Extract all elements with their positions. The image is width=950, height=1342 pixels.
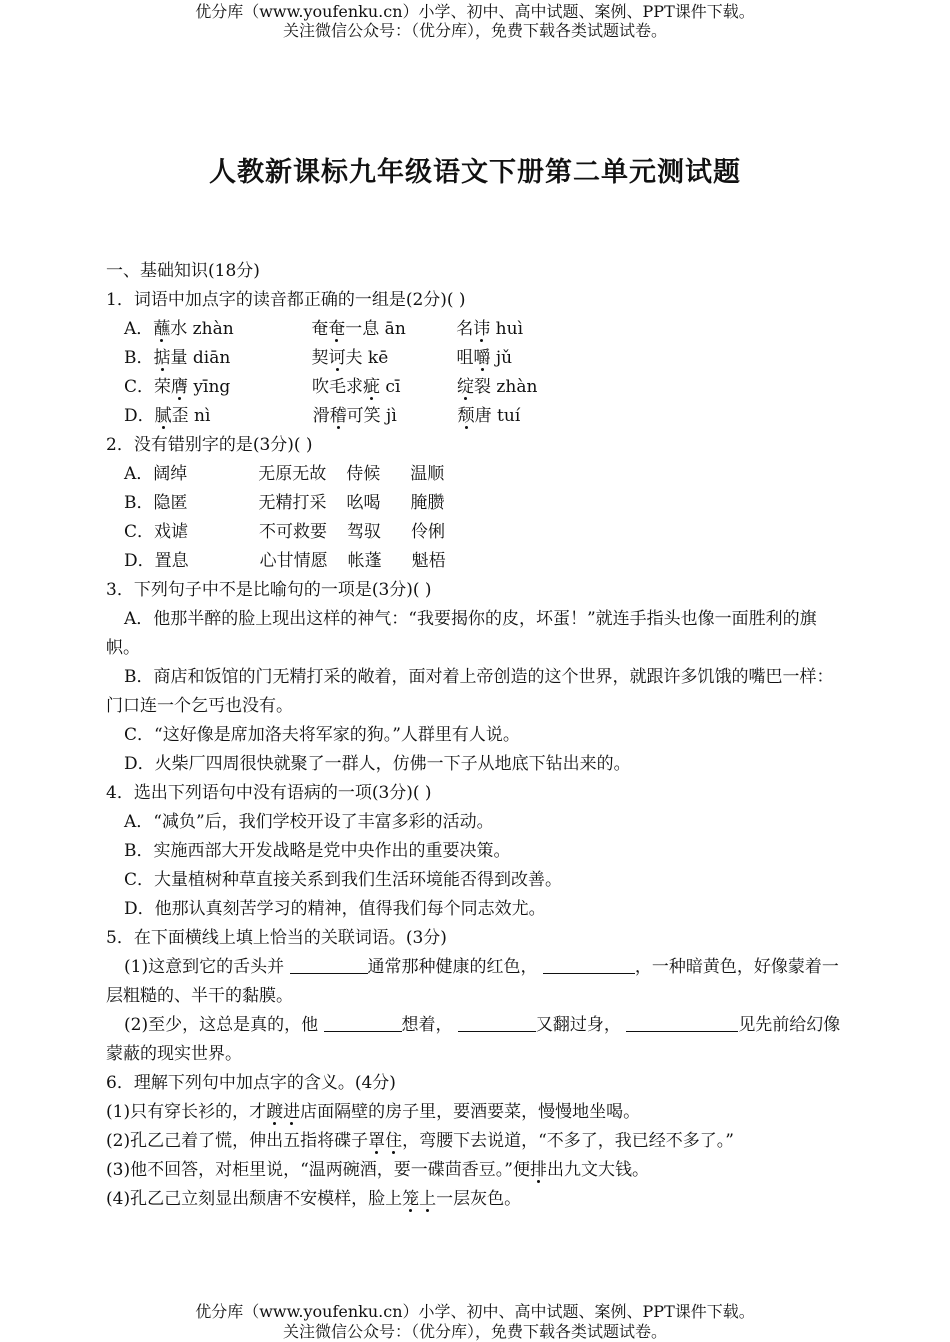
option-word: 戏谑 [154,522,189,542]
question-6-sentence [106,1098,846,1127]
word-part: 唐 tuí [474,406,521,426]
option-word: 无原无故 [258,464,327,484]
text: (3)他不回答，对柜里说，“温两碗酒，要一碟茴香豆。”便 [106,1160,530,1180]
word-part: 咀 [456,348,474,368]
question-2-option-row [106,489,846,518]
dotted-char: 膺 [171,377,189,397]
word-part: 吹毛求 [312,377,364,397]
dotted-char: 嚼 [473,348,491,368]
option-word: 帐蓬 [347,551,382,571]
word-part: 歪 nì [171,406,211,426]
dotted-char: 讳 [473,319,491,339]
option-word: 温顺 [410,464,445,484]
question-3-option-b: B．商店和饭馆的门无精打采的敞着，面对着上帝创造的这个世界，就跟许多饥饿的嘴巴一样：门口连一个乞丐也没有。 [106,667,834,716]
option-word [312,344,457,373]
section-heading: 一、基础知识(18分) [106,261,260,281]
option-word [457,373,587,402]
text: ，一种暗黄色，好像蒙着一层粗糙的、半干的黏膜。 [106,957,839,1006]
word-part: 可笑 jì [346,406,397,426]
option-word [153,315,311,344]
option-letter: B． [124,348,154,368]
question-5-sentence-2 [106,1011,846,1069]
option-letter: B． [124,493,154,513]
question-2-option-row [106,547,846,576]
text: (4)孔乙己立刻显出颓唐不安模样，脸上 [106,1189,403,1209]
text: (2)孔乙己着了慌，伸出五指将碟子 [106,1131,369,1151]
option-word: 侍候 [346,464,381,484]
option-word: 心甘情愿 [259,551,328,571]
option-word: 驾驭 [347,522,382,542]
word-part: 量 diān [170,348,231,368]
question-2-option-row [106,518,846,547]
word-part: jǔ [490,348,513,368]
word-part: 奄 [311,319,329,339]
option-word: 置息 [154,551,189,571]
question-1-option-row [106,373,846,402]
question-1-option-row [106,344,846,373]
text: 一层灰色。 [436,1189,522,1209]
question-3-stem: 3．下列句子中不是比喻句的一项是(3分)( ) [106,580,432,600]
word-part: cī [380,377,401,397]
dotted-char: 蘸 [153,319,171,339]
answer-blank[interactable] [626,1013,738,1032]
question-4-option-b: B．实施西部大开发战略是党中央作出的重要决策。 [124,841,511,861]
question-3-option-d: D．火柴厂四周很快就聚了一群人，仿佛一下子从地底下钻出来的。 [124,754,631,774]
word-part: 裂 zhàn [474,377,538,397]
option-word [311,315,456,344]
text: 通常那种健康的红色， [367,957,538,977]
dotted-char: 稽 [329,406,347,426]
dotted-char: 进 [283,1102,301,1122]
option-letter: D． [124,551,155,571]
option-word [313,402,458,431]
dotted-char: 奄 [328,319,346,339]
option-word [312,373,457,402]
dotted-char: 住 [385,1131,403,1151]
question-2-stem: 2．没有错别字的是(3分)( ) [106,435,313,455]
text: ，弯腰下去说道，“不多了，我已经不多了。” [402,1131,734,1151]
dotted-char: 掂 [153,348,171,368]
question-3-option-a: A．他那半醉的脸上现出这样的神气：“我要揭你的皮，坏蛋！”就连手指头也像一面胜利的旗帜。 [106,609,817,658]
question-5-stem: 5．在下面横线上填上恰当的关联词语。(3分) [106,928,447,948]
dotted-char: 罩 [368,1131,386,1151]
header-line-1: 优分库（www.youfenku.cn）小学、初中、高中试题、案例、PPT课件下载。 [195,2,755,21]
question-5-sentence-1 [106,953,846,1011]
question-6-sentence [106,1156,846,1185]
question-4-option-a: A．“减负”后，我们学校开设了丰富多彩的活动。 [124,812,494,832]
option-word: 吆喝 [346,493,381,513]
dotted-char: 诃 [328,348,346,368]
word-part: 一息 ān [345,319,406,339]
question-4-option-c: C．大量植树种草直接关系到我们生活环境能否得到改善。 [124,870,563,890]
question-6-sentence [106,1127,846,1156]
option-word: 隐匿 [153,493,188,513]
exam-content [106,257,846,1214]
text: (1)这意到它的舌头并 [124,957,285,977]
text: 出九文大钱。 [546,1160,649,1180]
word-part: yīng [188,377,231,397]
dotted-char: 疵 [363,377,381,397]
question-6-stem: 6．理解下列句中加点字的含义。(4分) [106,1073,396,1093]
question-1-stem: 1．词语中加点字的读音都正确的一组是(2分)( ) [106,290,466,310]
question-4-stem: 4．选出下列语句中没有语病的一项(3分)( ) [106,783,432,803]
option-word [456,315,586,344]
question-2-options [106,460,846,576]
text: 想着， [401,1015,453,1035]
option-word [154,373,312,402]
option-word: 不可救要 [259,522,328,542]
option-word [457,344,587,373]
answer-blank[interactable] [458,1013,536,1032]
question-2-option-row [106,460,846,489]
word-part: 夫 kē [345,348,389,368]
option-word: 无精打采 [258,493,327,513]
dotted-char: 上 [419,1189,437,1209]
option-word [155,402,313,431]
word-part: 滑 [312,406,330,426]
option-word [154,344,312,373]
page-title: 人教新课标九年级语文下册第二单元测试题 [209,157,741,188]
option-word: 阔绰 [153,464,188,484]
option-word: 腌臜 [410,493,445,513]
text: (2)至少，这总是真的，他 [124,1015,319,1035]
option-letter: A． [124,319,154,339]
dotted-char: 踱 [266,1102,284,1122]
word-part: 荣 [154,377,172,397]
question-1-options [106,315,846,431]
question-3-option-c: C．“这好像是席加洛夫将军家的狗。”人群里有人说。 [124,725,520,745]
footer-line-2: 关注微信公众号：（优分库），免费下载各类试题试卷。 [282,1322,667,1341]
question-6-sentence [106,1185,846,1214]
option-letter: A． [124,464,154,484]
footer-line-1: 优分库（www.youfenku.cn）小学、初中、高中试题、案例、PPT课件下载。 [195,1302,755,1321]
word-part: 名 [456,319,474,339]
answer-blank[interactable] [324,1013,402,1032]
word-part: huì [490,319,524,339]
question-1-option-row [106,315,846,344]
dotted-char: 绽 [457,377,475,397]
text: 店面隔壁的房子里，要酒要菜，慢慢地坐喝。 [300,1102,641,1122]
dotted-char: 腻 [154,406,172,426]
text: 又翻过身， [535,1015,621,1035]
answer-blank[interactable] [290,955,368,974]
question-1-option-row [106,402,846,431]
dotted-char: 颓 [457,406,475,426]
question-6-sentences [106,1098,846,1214]
dotted-char: 笼 [402,1189,420,1209]
word-part: 契 [311,348,329,368]
text: 见先前给幻像蒙蔽的现实世界。 [106,1015,841,1064]
answer-blank[interactable] [543,955,635,974]
option-letter: D． [124,406,155,426]
dotted-char: 排 [529,1160,547,1180]
option-word: 伶俐 [411,522,446,542]
option-letter: C． [124,377,155,397]
option-letter: C． [124,522,155,542]
word-part: 水 zhàn [170,319,234,339]
text: (1)只有穿长衫的，才 [106,1102,267,1122]
option-word: 魁梧 [411,551,446,571]
option-word [458,402,588,431]
header-line-2: 关注微信公众号：（优分库），免费下载各类试题试卷。 [282,21,667,40]
question-4-option-d: D．他那认真刻苦学习的精神，值得我们每个同志效尤。 [124,899,546,919]
